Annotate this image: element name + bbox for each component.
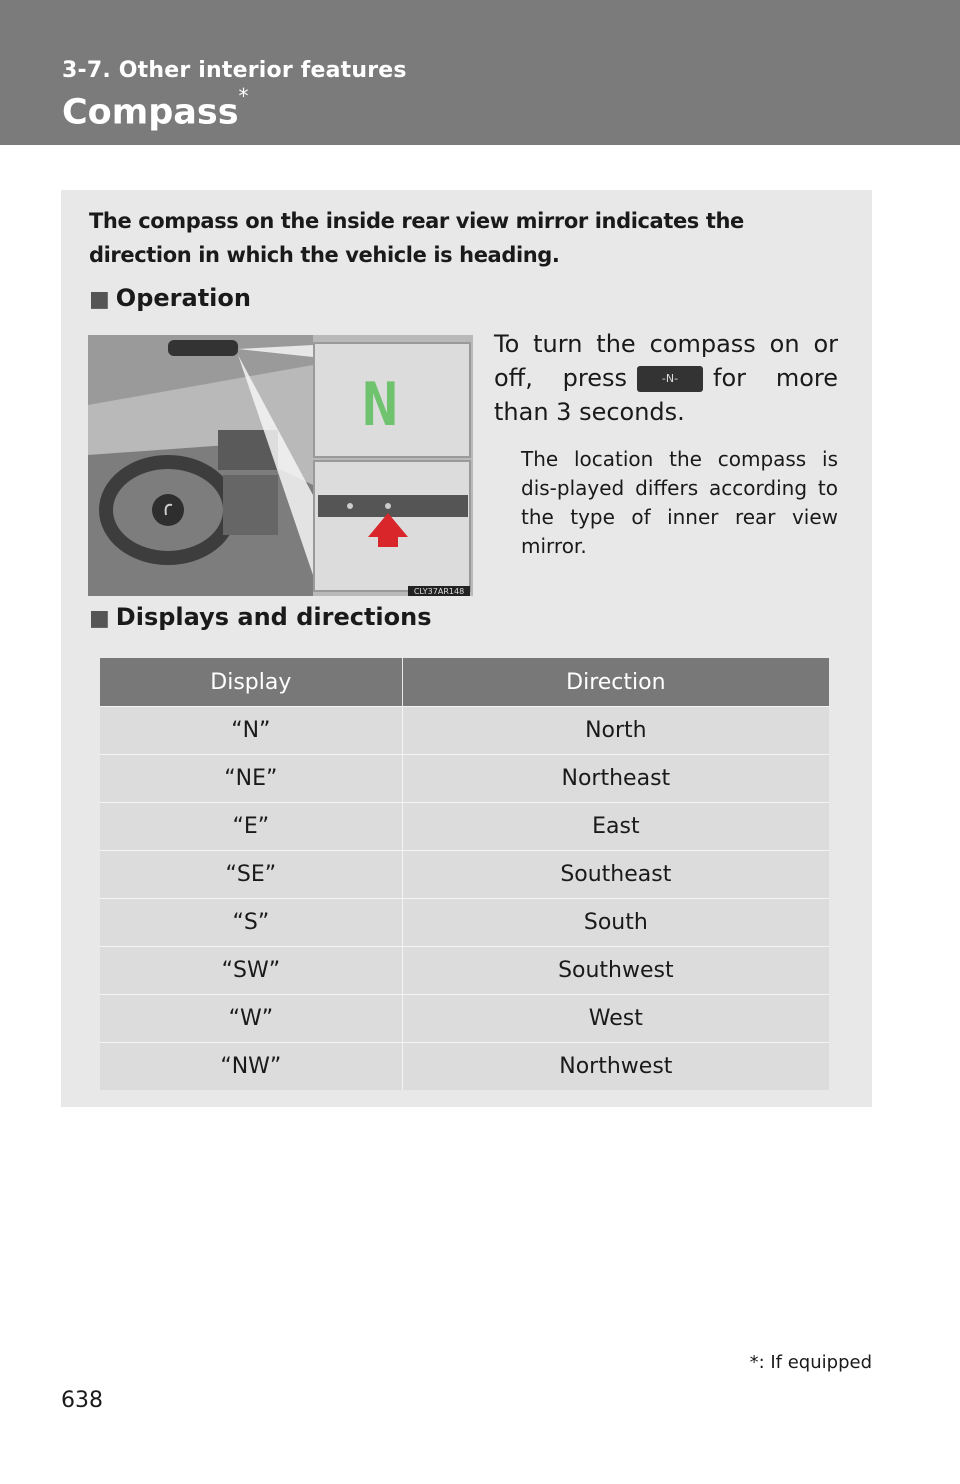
page-title <box>62 84 249 133</box>
operation-instruction <box>494 327 838 429</box>
table-row <box>100 1043 829 1091</box>
table-header-row <box>100 658 829 707</box>
direction-cell: Northeast <box>402 755 829 803</box>
direction-cell: West <box>402 995 829 1043</box>
display-cell: “SW” <box>100 947 402 995</box>
page-number: 638 <box>61 1388 103 1413</box>
page-header <box>0 0 960 145</box>
display-cell: “NE” <box>100 755 402 803</box>
footnote: *: If equipped <box>749 1352 872 1373</box>
column-header-display: Display <box>100 658 402 707</box>
compass-display-letter: N <box>361 370 399 440</box>
mirror-compass-figure <box>88 335 473 596</box>
equipped-mark: * <box>238 84 249 108</box>
direction-cell: Southeast <box>402 851 829 899</box>
table-row <box>100 755 829 803</box>
direction-cell: Northwest <box>402 1043 829 1091</box>
operation-heading-label: Operation <box>115 284 251 312</box>
direction-cell: North <box>402 707 829 755</box>
displays-heading <box>89 603 432 631</box>
instruction-after: for more than 3 seconds. <box>494 364 838 426</box>
table-row <box>100 851 829 899</box>
display-cell: “E” <box>100 803 402 851</box>
car-interior-illustration <box>88 335 473 596</box>
displays-heading-label: Displays and directions <box>115 603 432 631</box>
intro-text: The compass on the inside rear view mirror indicates the direction in which the vehicle is heading. <box>89 209 744 267</box>
display-cell: “W” <box>100 995 402 1043</box>
direction-cell: South <box>402 899 829 947</box>
square-bullet-icon: ■ <box>89 287 110 312</box>
display-cell: “S” <box>100 899 402 947</box>
direction-cell: Southwest <box>402 947 829 995</box>
column-header-direction: Direction <box>402 658 829 707</box>
directions-table <box>100 658 829 1090</box>
table-row <box>100 947 829 995</box>
location-note: The location the compass is dis-played differs according to the type of inner rear view mirror. <box>521 447 838 558</box>
table-row <box>100 803 829 851</box>
display-cell: “SE” <box>100 851 402 899</box>
operation-heading <box>89 284 251 312</box>
display-cell: “NW” <box>100 1043 402 1091</box>
figure-code: CLY37AR148 <box>413 587 465 596</box>
instruction-before: To turn the compass on or off, press <box>494 330 838 392</box>
table-row <box>100 899 829 947</box>
compass-button-icon: -N- <box>637 366 703 392</box>
square-bullet-icon: ■ <box>89 606 110 631</box>
section-title: 3-7. Other interior features <box>62 58 407 83</box>
display-cell: “N” <box>100 707 402 755</box>
table-row <box>100 995 829 1043</box>
table-row <box>100 707 829 755</box>
page-title-text: Compass <box>62 92 239 133</box>
direction-cell: East <box>402 803 829 851</box>
